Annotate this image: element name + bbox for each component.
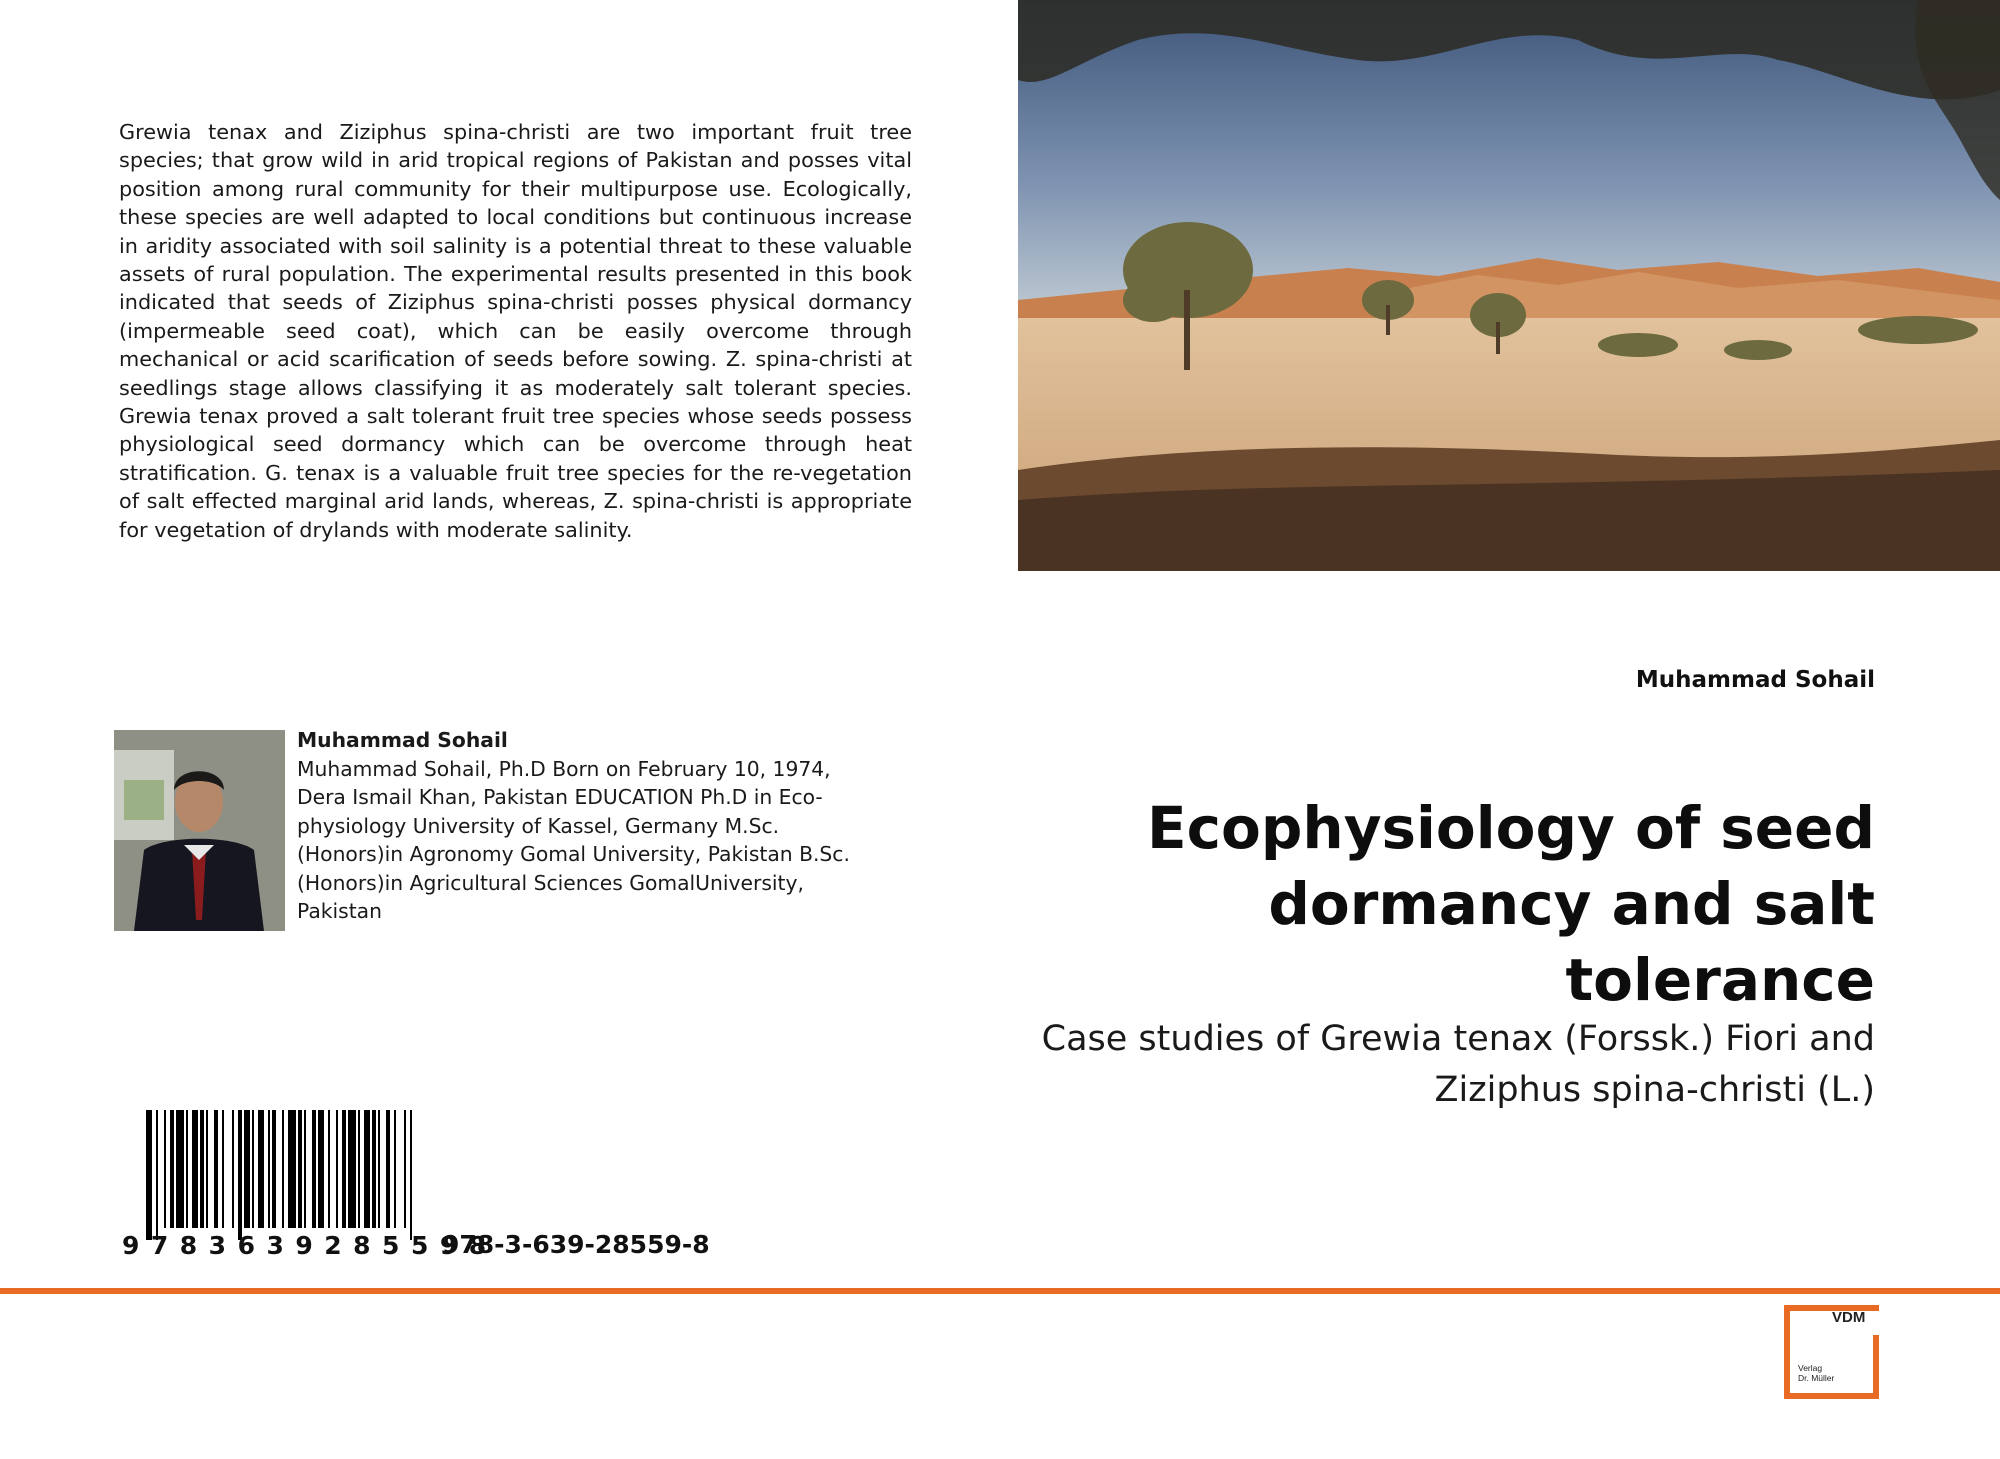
barcode-bar: [206, 1110, 208, 1228]
barcode-bar: [372, 1110, 376, 1228]
barcode-bar: [252, 1110, 254, 1228]
book-subtitle: Case studies of Grewia tenax (Forssk.) Fiori and Ziziphus spina-christi (L.): [1041, 1019, 1875, 1110]
barcode-bar: [312, 1110, 316, 1228]
barcode-bar: [272, 1110, 276, 1228]
barcode: [146, 1110, 412, 1240]
barcode-bar: [364, 1110, 370, 1228]
barcode-bar: [268, 1110, 270, 1228]
barcode-bar: [386, 1110, 390, 1228]
desert-landscape-illustration: [1018, 0, 2000, 571]
barcode-bar: [328, 1110, 330, 1228]
barcode-bar: [244, 1110, 250, 1228]
barcode-bar: [304, 1110, 306, 1228]
logo-frame-right: [1873, 1335, 1879, 1399]
barcode-bar: [238, 1110, 242, 1240]
author-portrait-illustration: [114, 730, 285, 931]
logo-frame-left: [1784, 1305, 1790, 1399]
barcode-bar: [232, 1110, 234, 1228]
barcode-bar: [394, 1110, 396, 1228]
barcode-bar: [200, 1110, 204, 1228]
barcode-bar: [298, 1110, 302, 1228]
barcode-bar: [336, 1110, 338, 1228]
orange-divider: [0, 1288, 2000, 1294]
isbn: 978-3-639-28559-8: [442, 1230, 710, 1259]
barcode-bar: [288, 1110, 296, 1228]
barcode-bar: [192, 1110, 198, 1228]
barcode-bar: [156, 1110, 158, 1240]
barcode-bar: [164, 1110, 166, 1228]
barcode-bar: [222, 1110, 224, 1228]
logo-imprint-line1: Verlag: [1798, 1363, 1823, 1373]
barcode-bar: [176, 1110, 184, 1228]
book-title: Ecophysiology of seed dormancy and salt tolerance: [1147, 794, 1875, 1014]
barcode-bar: [378, 1110, 380, 1228]
barcode-bar: [404, 1110, 406, 1228]
barcode-bar: [358, 1110, 360, 1228]
logo-imprint: [1798, 1363, 1834, 1383]
desert-photo: [1018, 0, 2000, 571]
barcode-bar: [342, 1110, 346, 1228]
barcode-bar: [170, 1110, 174, 1228]
front-cover-author: Muhammad Sohail: [1635, 667, 1875, 693]
back-cover-abstract: Grewia tenax and Ziziphus spina-christi are two important fruit tree species; that grow wild in arid tropical regions of Pakistan and posses vital position among rural community for their multipurpose use. Ecologically, these species are well adapted to local conditions but continuous increase in aridity associated with soil salinity is a potential threat to these valuable assets of rural population. The experimental results presented in this book indicated that seeds of Ziziphus spina-christi posses physical dormancy (impermeable seed coat), which can be easily overcome through mechanical or acid scarification of seeds before sowing. Z. spina-christi at seedlings stage allows classifying it as moderately salt tolerant species. Grewia tenax proved a salt tolerant fruit tree species whose seeds possess physiological seed dormancy which can be overcome through heat stratification. G. tenax is a valuable fruit tree species for the re-vegetation of salt effected marginal arid lands, whereas, Z. spina-christi is appropriate for vegetation of drylands with moderate salinity.: [119, 120, 912, 542]
barcode-bar: [258, 1110, 264, 1228]
barcode-digits: 9783639285598: [122, 1231, 498, 1260]
bio-text: Muhammad Sohail, Ph.D Born on February 10, 1974, Dera Ismail Khan, Pakistan EDUCATION Ph.D in Eco-physiology University of Kassel, Germany M.Sc. (Honors)in Agronomy Gomal University, Pakistan B.Sc. (Honors)in Agricultural Sciences GomalUniversity, Pakistan: [297, 756, 850, 923]
barcode-bar: [348, 1110, 356, 1228]
author-bio: [297, 726, 857, 926]
publisher-logo: [1784, 1305, 1879, 1399]
barcode-bar: [146, 1110, 152, 1240]
logo-imprint-line2: Dr. Müller: [1798, 1373, 1835, 1383]
barcode-bar: [282, 1110, 284, 1228]
logo-frame-bottom: [1784, 1393, 1879, 1399]
logo-vdm-text: VDM: [1832, 1309, 1866, 1326]
barcode-bar: [318, 1110, 324, 1228]
barcode-bar: [214, 1110, 218, 1228]
barcode-bar: [410, 1110, 412, 1240]
author-portrait: [114, 730, 285, 931]
bio-name: Muhammad Sohail: [297, 728, 508, 752]
barcode-bar: [186, 1110, 188, 1228]
